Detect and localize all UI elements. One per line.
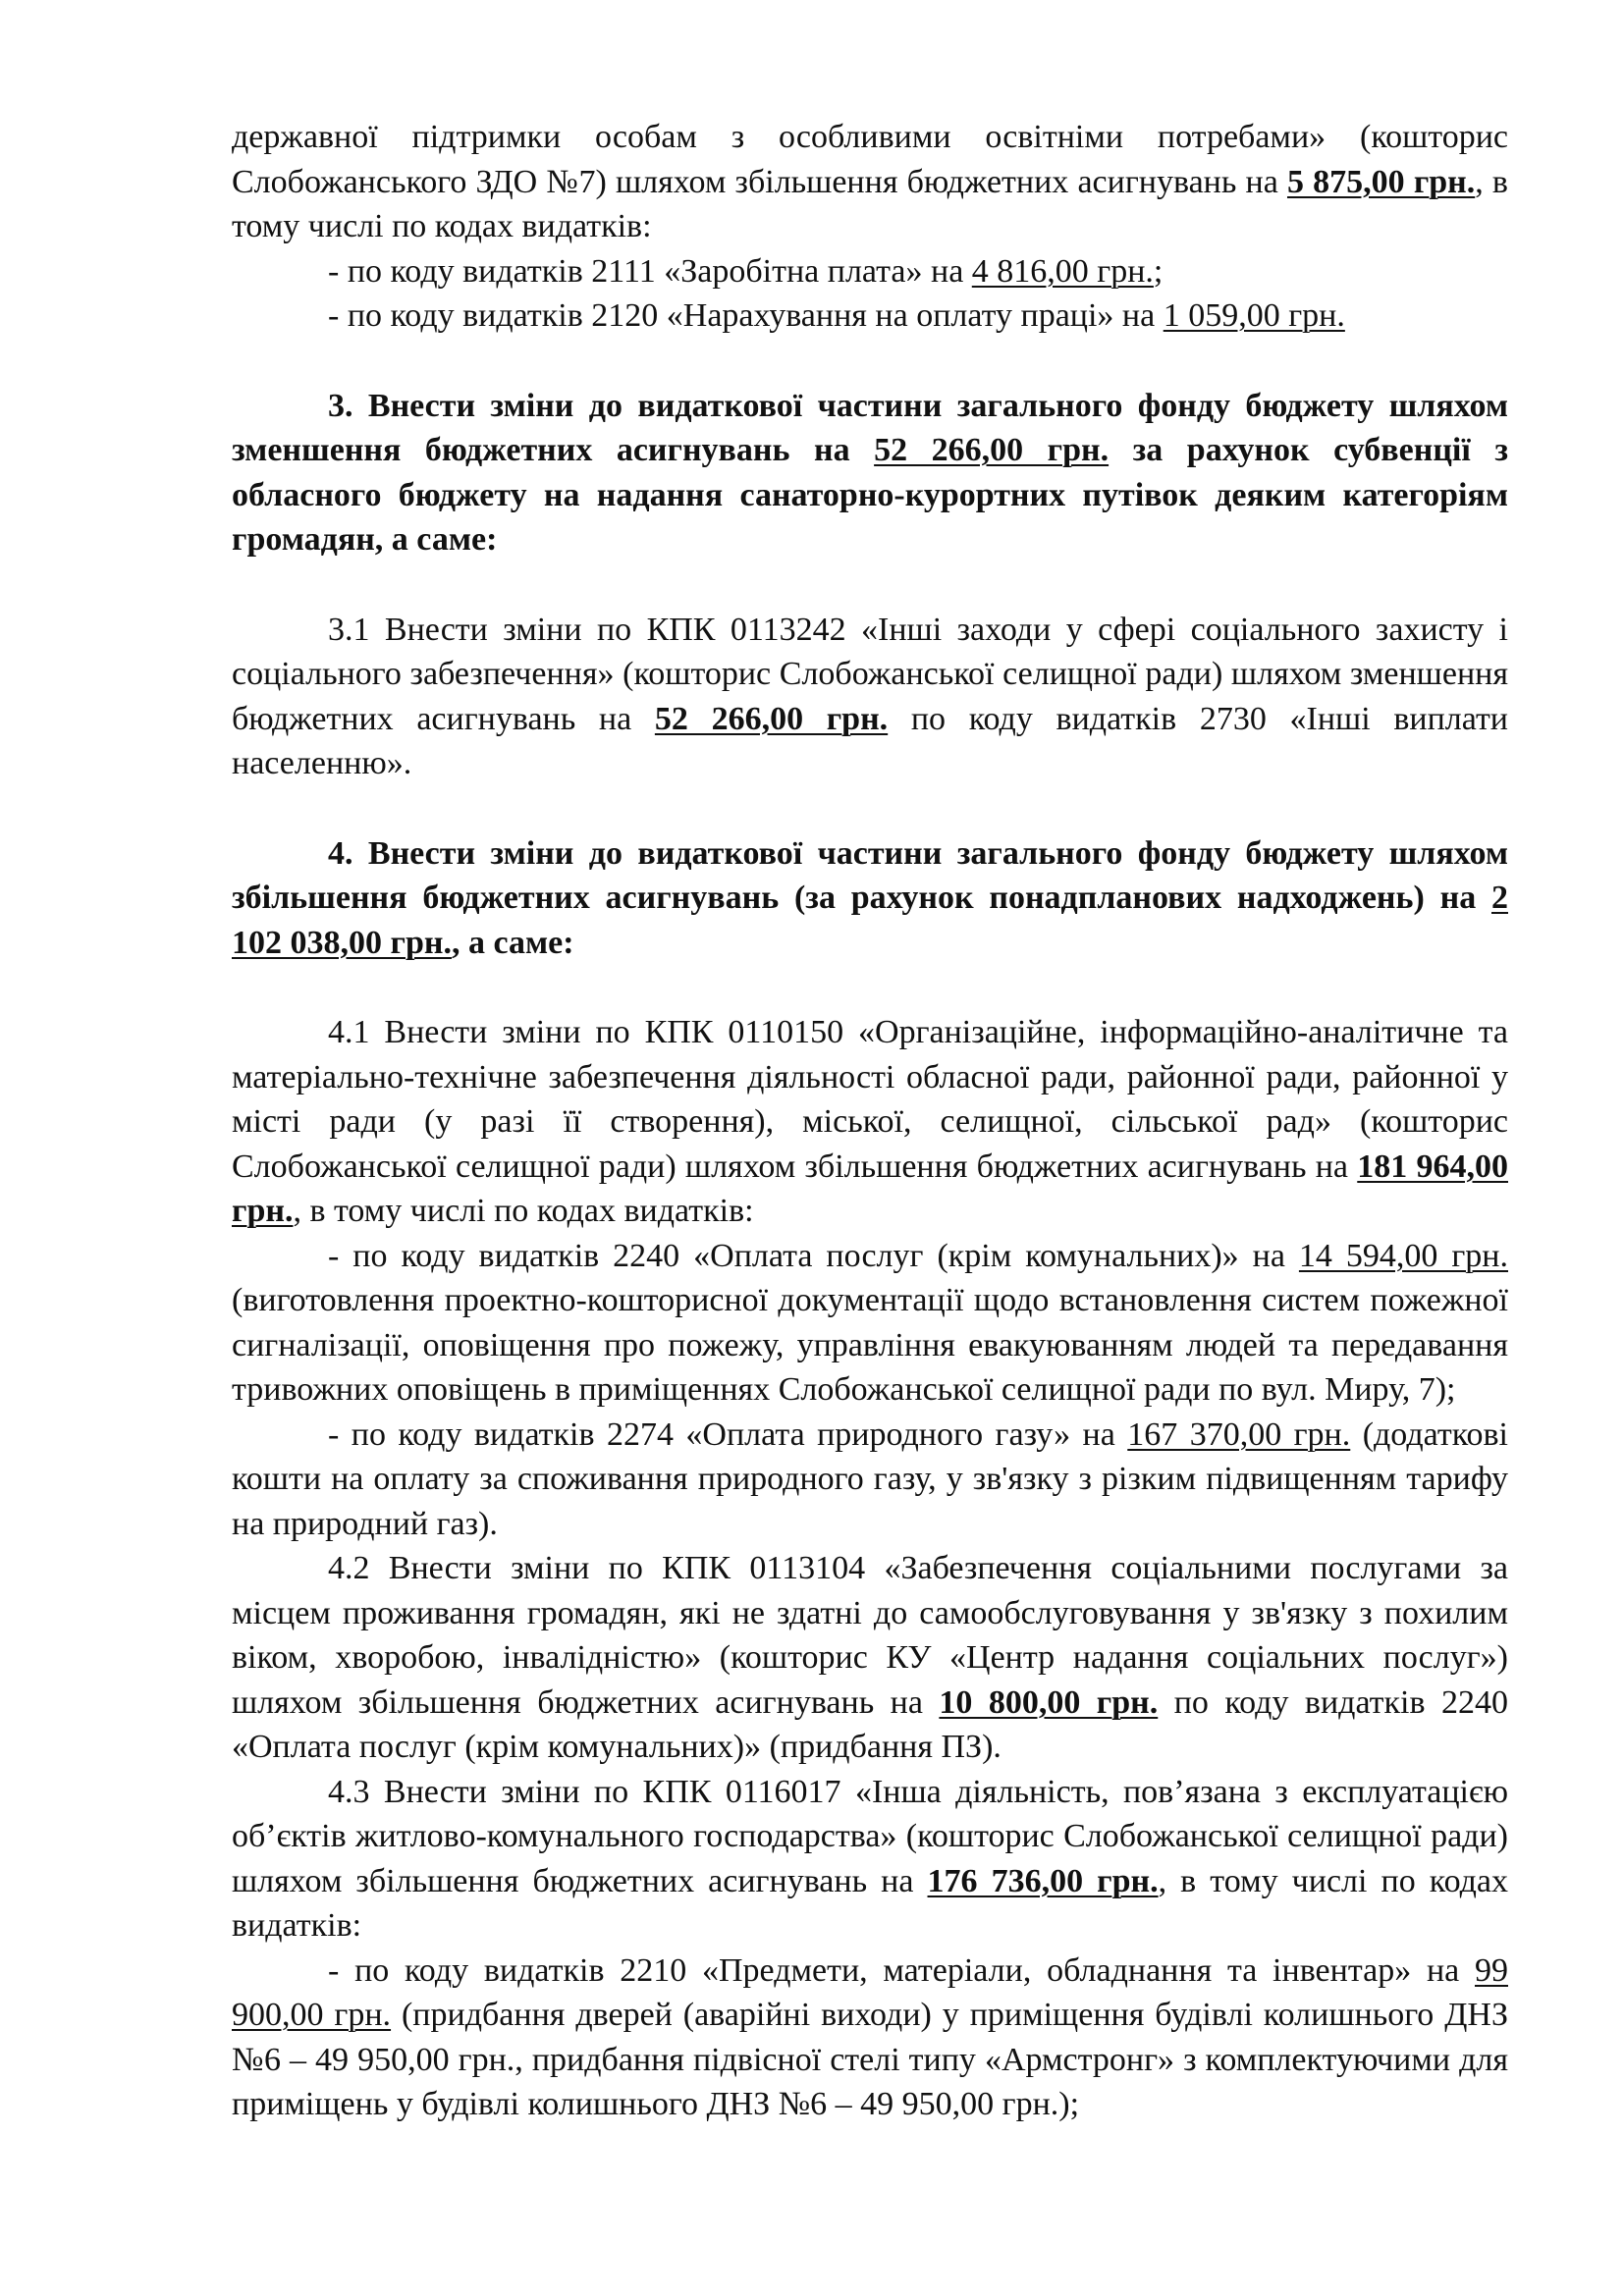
amount: 2 102 038,00 грн.: [232, 880, 1508, 961]
subsection-3-1: 3.1 Внести зміни по КПК 0113242 «Інші заходи у сфері соціального захисту і соціального забезпечення» (кошторис Слобожанської селищної ради) шляхом зменшення бюджетних асигнувань на 52 266,00 грн. по коду видатків 2730 «Інші виплати населенню».: [232, 611, 1508, 781]
amount: 52 266,00 грн.: [654, 700, 889, 737]
amount: 176 736,00 грн.: [927, 1862, 1159, 1899]
expense-item: - по коду видатків 2111 «Заробітна плата» на 4 816,00 грн.;: [328, 252, 1164, 290]
subsection-4-1: 4.1 Внести зміни по КПК 0110150 «Організаційне, інформаційно-аналітичне та матеріально-технічне забезпечення діяльності обласної ради, районної ради, районної у місті ради (у разі її створення), міської, селищної, сільської рад» (кошторис Слобожанської селищної ради) шляхом збільшення бюджетних асигнувань на 181 964,00 грн., в тому числі по кодах видатків:: [232, 1014, 1509, 1229]
amount: 167 370,00 грн.: [1127, 1415, 1351, 1453]
amount: 52 266,00 грн.: [874, 432, 1110, 468]
expense-item: - по коду видатків 2274 «Оплата природного газу» на 167 370,00 грн. (додаткові кошти на оплату за споживання природного газу, у зв'язку з різким підвищенням тарифу на природний газ).: [232, 1415, 1508, 1542]
subsection-4-3: 4.3 Внести зміни по КПК 0116017 «Інша діяльність, пов’язана з експлуатацією об’єктів житлово-комунального господарства» (кошторис Слобожанської селищної ради) шляхом збільшення бюджетних асигнувань на 176 736,00 грн., в тому числі по кодах видатків:: [232, 1773, 1508, 1944]
amount: 14 594,00 грн.: [1298, 1237, 1509, 1274]
expense-item: - по коду видатків 2240 «Оплата послуг (крім комунальних)» на 14 594,00 грн. (виготовлення проектно-кошторисної документації щодо встановлення систем пожежної сигналізації, оповіщення про пожежу, управління евакуюванням людей та передавання тривожних оповіщень в приміщеннях Слобожанської селищної ради по вул. Миру, 7);: [232, 1237, 1509, 1408]
expense-item: - по коду видатків 2210 «Предмети, матеріали, обладнання та інвентар» на 99 900,00 грн. (придбання дверей (аварійні виходи) у приміщення будівлі колишнього ДНЗ №6 – 49 950,00 грн., придбання підвісної стелі типу «Армстронг» з комплектуючими для приміщень у будівлі колишнього ДНЗ №6 – 49 950,00 грн.);: [232, 1951, 1508, 2122]
amount: 99 900,00 грн.: [232, 1951, 1508, 2033]
amount: 181 964,00 грн.: [232, 1148, 1509, 1229]
amount: 5 875,00 грн.: [1286, 163, 1476, 200]
spacer: [232, 339, 1508, 384]
amount: 4 816,00 грн.: [971, 252, 1154, 290]
spacer: [232, 786, 1508, 831]
section-heading-3: 3. Внести зміни до видаткової частини загального фонду бюджету шляхом зменшення бюджетних асигнувань на 52 266,00 грн. за рахунок субвенції з обласного бюджету на надання санаторно-курортних путівок деяким категоріям громадян, а саме:: [232, 387, 1508, 558]
section-heading-4: 4. Внести зміни до видаткової частини загального фонду бюджету шляхом збільшення бюджетних асигнувань (за рахунок понадпланових надходжень) на 2 102 038,00 грн., а саме:: [232, 834, 1508, 961]
paragraph-continuation: державної підтримки особам з особливими освітніми потребами» (кошторис Слобожанського ЗДО №7) шляхом збільшення бюджетних асигнувань на 5 875,00 грн., в тому числі по кодах видатків:: [232, 119, 1508, 244]
spacer: [232, 965, 1508, 1010]
expense-item: - по коду видатків 2120 «Нарахування на оплату праці» на 1 059,00 грн.: [328, 297, 1345, 334]
spacer: [232, 562, 1508, 608]
amount: 1 059,00 грн.: [1163, 297, 1345, 334]
subsection-4-2: 4.2 Внести зміни по КПК 0113104 «Забезпечення соціальними послугами за місцем проживання громадян, які не здатні до самообслуговування у зв'язку з похилим віком, хворобою, інвалідністю» (кошторис КУ «Центр надання соціальних послуг») шляхом збільшення бюджетних асигнувань на 10 800,00 грн. по коду видатків 2240 «Оплата послуг (крім комунальних)» (придбання ПЗ).: [232, 1550, 1508, 1765]
amount: 10 800,00 грн.: [939, 1683, 1159, 1721]
